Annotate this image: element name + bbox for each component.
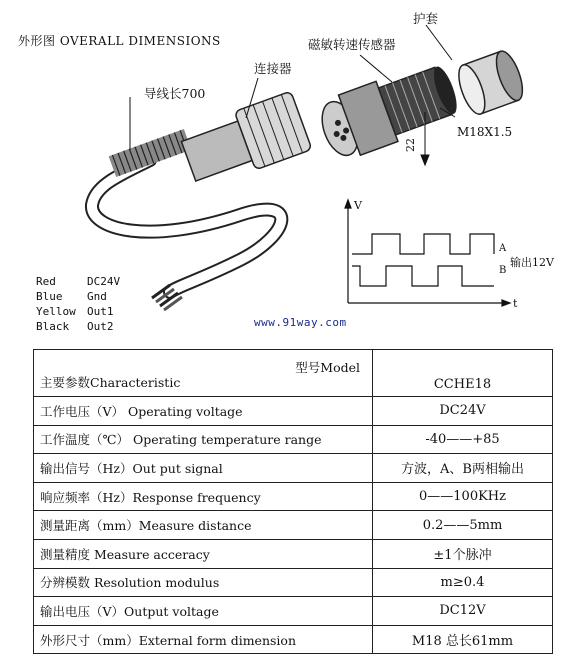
- table-row: [34, 425, 553, 454]
- wire-signal: Out1: [87, 305, 114, 318]
- row-label: 工作电压（V） Operating voltage: [34, 397, 373, 426]
- connector-label: 连接器: [254, 61, 292, 76]
- row-label: 测量距离（mm）Measure distance: [34, 511, 373, 540]
- table-row: [34, 397, 553, 426]
- output-voltage-label: 输出12V: [510, 256, 554, 269]
- row-label: 输出信号（Hz）Out put signal: [34, 454, 373, 483]
- specification-table: [33, 349, 553, 654]
- wire-signal: Gnd: [87, 290, 107, 303]
- thread-label: M18X1.5: [457, 125, 513, 139]
- t-axis-label: t: [513, 297, 518, 310]
- wire-color: Blue: [36, 290, 63, 303]
- connector-body: [178, 91, 312, 190]
- header-characteristic: 主要参数Characteristic: [40, 375, 181, 390]
- wire-color: Yellow: [36, 305, 76, 318]
- row-value: m≥0.4: [373, 568, 553, 597]
- spring-relief: [109, 129, 192, 177]
- v-axis-label: V: [354, 199, 362, 212]
- row-value: 0.2——5mm: [373, 511, 553, 540]
- drawing-title: 外形图 OVERALL DIMENSIONS: [18, 34, 221, 48]
- table-row: [34, 597, 553, 626]
- table-row: [34, 625, 553, 654]
- guard-label: 护套: [413, 11, 439, 26]
- waveform-b: [352, 266, 494, 286]
- row-label: 测量精度 Measure acceracy: [34, 539, 373, 568]
- sensor-label: 磁敏转速传感器: [308, 37, 396, 52]
- channel-b-label: B: [499, 265, 507, 276]
- channel-a-label: A: [499, 243, 507, 254]
- table-row: [34, 511, 553, 540]
- wire-row: [36, 319, 120, 334]
- wire-color: Red: [36, 275, 56, 288]
- dimension-label: 22: [404, 138, 417, 152]
- row-label: 输出电压（V）Output voltage: [34, 597, 373, 626]
- waveform-a: [352, 234, 494, 254]
- row-label: 工作温度（℃） Operating temperature range: [34, 425, 373, 454]
- row-value: DC24V: [373, 397, 553, 426]
- table-row: [34, 539, 553, 568]
- row-value: ±1个脉冲: [373, 539, 553, 568]
- wire-row: [36, 304, 120, 319]
- table-row: [34, 454, 553, 483]
- row-label: 外形尺寸（mm）External form dimension: [34, 625, 373, 654]
- header-model: 型号Model: [295, 360, 360, 375]
- sensor-body: [314, 57, 464, 164]
- wire-signal: Out2: [87, 320, 114, 333]
- protective-sleeve: [454, 48, 528, 117]
- table-row: [34, 482, 553, 511]
- table-header-row: [34, 350, 553, 397]
- header-model-value: CCHE18: [373, 350, 553, 397]
- website-url: www.91way.com: [254, 316, 347, 329]
- row-value: DC12V: [373, 597, 553, 626]
- wire-color: Black: [36, 320, 70, 333]
- row-value: 0——100KHz: [373, 482, 553, 511]
- row-value: M18 总长61mm: [373, 625, 553, 654]
- row-value: 方波，A、B两相输出: [373, 454, 553, 483]
- wire-legend: [36, 274, 120, 334]
- header-label-cell: [34, 350, 373, 397]
- wire-signal: DC24V: [87, 275, 121, 288]
- row-value: -40——+85: [373, 425, 553, 454]
- wire-length-label: 导线长700: [144, 86, 206, 101]
- waveform-plot: [345, 200, 510, 306]
- wire-row: [36, 289, 120, 304]
- row-label: 响应频率（Hz）Response frequency: [34, 482, 373, 511]
- wire-row: [36, 274, 120, 289]
- row-label: 分辨模数 Resolution modulus: [34, 568, 373, 597]
- table-row: [34, 568, 553, 597]
